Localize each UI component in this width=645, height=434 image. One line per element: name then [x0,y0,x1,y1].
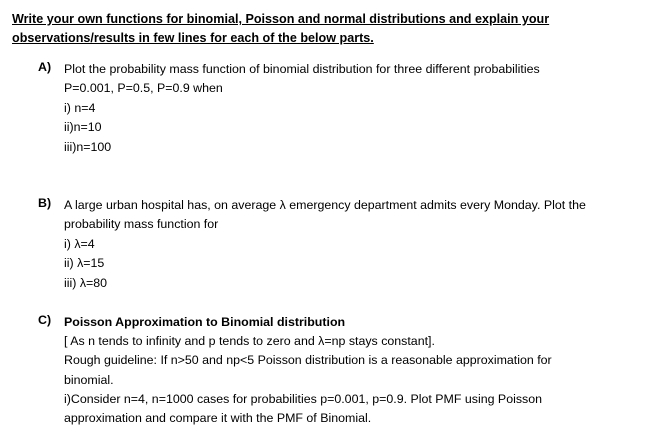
section-b-line: probability mass function for [64,217,219,232]
section-a-item: iii)n=100 [64,139,112,154]
section-b-line: A large urban hospital has, on average λ emergency department admits every Monday. Plot the [64,198,586,212]
heading-line-1: Write your own functions for binomial, Poisson and normal distributions and explain your [12,12,550,26]
section-c-line: binomial. [64,372,114,387]
section-c-line: approximation and compare it with the PMF of Binomial. [64,411,372,426]
section-b-marker: B) [38,196,52,210]
section-c-marker: C) [38,313,52,327]
section-c-line: Rough guideline: If n>50 and np<5 Poisson distribution is a reasonable approximation for [64,353,552,368]
section-c-line: i)Consider n=4, n=1000 cases for probabilities p=0.001, p=0.9. Plot PMF using Poisson [64,391,543,406]
section-b-item: i) λ=4 [64,236,95,251]
section-b-item: ii) λ=15 [64,256,105,271]
section-a-line: P=0.001, P=0.5, P=0.9 when [64,81,223,96]
section-c-content [64,313,634,428]
section-a-item: i) n=4 [64,100,96,115]
section-b-item: iii) λ=80 [64,275,108,290]
section-c-line: [ As n tends to infinity and p tends to zero and λ=np stays constant]. [64,334,435,349]
section-a-marker: A) [38,60,52,74]
assignment-heading [12,10,637,48]
section-b-content [64,196,634,293]
section-a-content [64,60,634,157]
section-a-item: ii)n=10 [64,120,102,135]
section-a-line: Plot the probability mass function of binomial distribution for three different probabilities [64,62,540,76]
section-c-title: Poisson Approximation to Binomial distribution [64,315,346,329]
heading-line-2: observations/results in few lines for each of the below parts. [12,31,374,45]
